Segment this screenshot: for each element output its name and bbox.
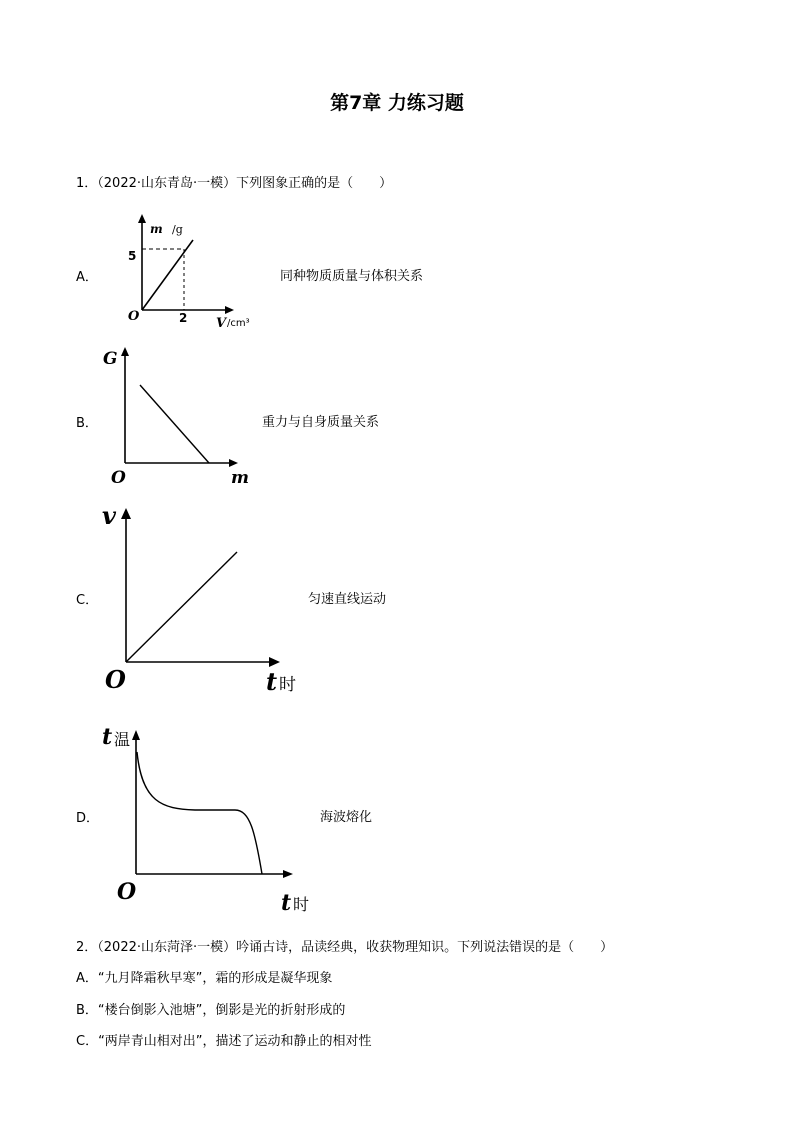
question-2-stem: 2．（2022·山东菏泽·一模）吟诵古诗，品读经典，收获物理知识。下列说法错误的是（ ） <box>76 940 614 955</box>
x-axis-label: V <box>216 316 227 331</box>
option-b-caption: 重力与自身质量关系 <box>262 415 380 430</box>
y-tick-label: 5 <box>128 249 137 263</box>
option-a-letter: A． <box>76 270 98 285</box>
y-axis-subscript: 温 <box>114 730 131 749</box>
y-axis-arrow <box>121 347 129 356</box>
question-2-option-b: B．“楼台倒影入池塘”，倒影是光的折射形成的 <box>76 1003 346 1018</box>
x-axis-arrow <box>269 657 280 667</box>
y-axis-label: m <box>150 222 163 236</box>
question-2-option-a: A．“九月降霜秋早寒”，霜的形成是凝华现象 <box>76 971 333 986</box>
page-title: 第7章 力练习题 <box>330 92 464 114</box>
data-line <box>142 240 193 310</box>
x-axis-label: m <box>231 468 249 488</box>
y-axis-arrow <box>121 508 131 519</box>
graph-weight-mass <box>100 345 260 488</box>
origin-label: O <box>117 879 137 905</box>
x-axis-subscript: 时 <box>293 895 310 914</box>
question-1-stem: 1．（2022·山东青岛·一模）下列图象正确的是（ ） <box>76 176 393 191</box>
y-axis-arrow <box>138 214 146 223</box>
option-c-letter: C． <box>76 593 99 608</box>
x-axis-arrow <box>229 459 238 467</box>
graph-melting-curve <box>100 722 315 917</box>
x-axis-subscript: 时 <box>279 675 296 695</box>
y-axis-label: G <box>103 349 118 369</box>
data-line <box>140 385 209 463</box>
x-axis-arrow <box>283 870 293 878</box>
x-tick-label: 2 <box>179 311 188 325</box>
x-axis-unit: /cm³ <box>227 318 250 329</box>
y-axis-unit: /g <box>172 223 183 236</box>
data-line <box>126 552 237 662</box>
origin-label: O <box>111 468 126 488</box>
temperature-curve <box>137 752 262 874</box>
x-axis-label: t <box>281 890 292 916</box>
y-axis-label: v <box>102 501 116 530</box>
option-a-caption: 同种物质质量与体积关系 <box>280 269 424 284</box>
option-c-caption: 匀速直线运动 <box>308 592 387 607</box>
origin-label: O <box>128 309 140 324</box>
origin-label: O <box>105 665 126 694</box>
x-axis-arrow <box>225 306 234 314</box>
x-axis-label: t <box>266 667 278 696</box>
option-d-caption: 海波熔化 <box>320 810 373 825</box>
graph-velocity-time <box>100 500 310 698</box>
y-axis-label: t <box>102 724 113 750</box>
graph-mass-volume <box>120 210 270 335</box>
question-2-option-c: C．“两岸青山相对出”，描述了运动和静止的相对性 <box>76 1034 372 1049</box>
option-d-letter: D． <box>76 811 100 826</box>
y-axis-arrow <box>132 730 140 740</box>
option-b-letter: B． <box>76 416 98 431</box>
